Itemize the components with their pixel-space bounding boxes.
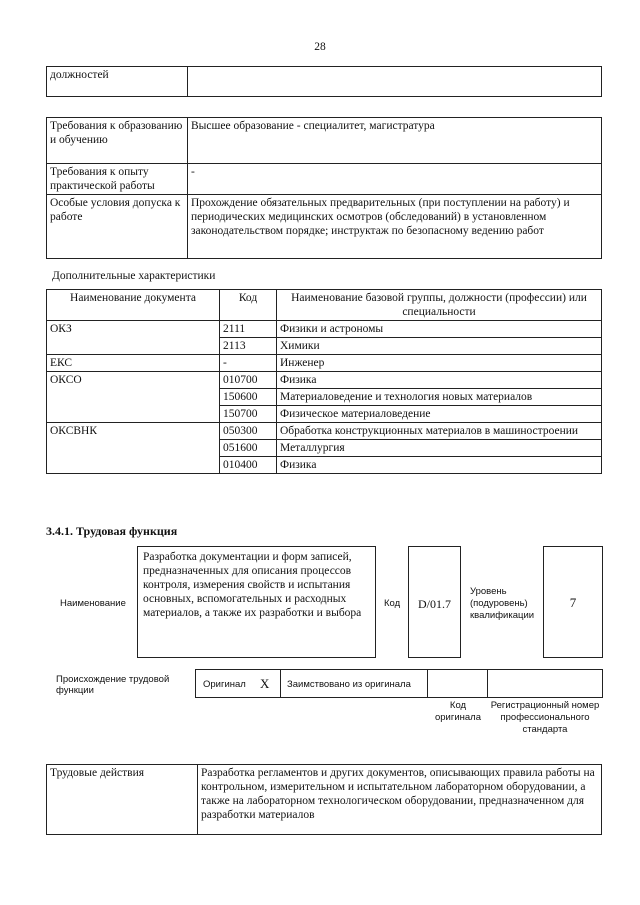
header-name: Наименование базовой группы, должности (профессии) или специальности	[277, 290, 602, 321]
education-value: Высшее образование - специалитет, магистратура	[188, 118, 602, 164]
empty-cell	[188, 67, 602, 97]
function-heading: 3.4.1. Трудовая функция	[46, 524, 178, 538]
page-number: 28	[314, 41, 326, 53]
original-label: Оригинал	[203, 679, 246, 690]
top-fragment-table	[46, 66, 602, 97]
requirements-table	[46, 117, 602, 259]
code-cell: 2113	[220, 338, 277, 355]
header-doc: Наименование документа	[47, 290, 220, 321]
code-cell: -	[220, 355, 277, 372]
level-value: 7	[569, 595, 577, 610]
name-cell: Металлургия	[277, 440, 602, 457]
origin-label: Происхождение трудовой функции	[56, 674, 170, 697]
name-cell: Физическое материаловедение	[277, 406, 602, 423]
name-cell: Физики и астрономы	[277, 321, 602, 338]
additional-table	[46, 289, 602, 474]
function-name-box	[137, 546, 376, 658]
code-cell: 010400	[220, 457, 277, 474]
education-label: Требования к образованию и обучению	[47, 118, 188, 164]
name-label: Наименование	[60, 598, 126, 609]
code-cell: 051600	[220, 440, 277, 457]
origin-box	[195, 669, 603, 698]
actions-table	[46, 764, 602, 835]
actions-value: Разработка регламентов и других документов, описывающих правила работы на контрольном, измерительном и испытательном лабораторном оборудовании, а также на лабораторном технологическом оборудовании, предназначенном для разработки материалов	[198, 765, 602, 835]
code-cell: 050300	[220, 423, 277, 440]
function-code-value: D/01.7	[418, 597, 451, 611]
doc-oksvnk: ОКСВНК	[47, 423, 220, 474]
positions-cell: должностей	[47, 67, 188, 97]
special-conditions-value: Прохождение обязательных предварительных (при поступлении на работу) и периодических медицинских осмотров (обследований) в установленном законодательством порядке; инструктаж по безопасному ведению работ	[188, 195, 602, 259]
doc-okso: ОКСО	[47, 372, 220, 423]
reg-number-caption: Регистрационный номер профессионального стандарта	[490, 700, 600, 735]
borrowed-label: Заимствовано из оригинала	[287, 679, 411, 690]
original-mark: X	[260, 676, 270, 691]
code-cell: 2111	[220, 321, 277, 338]
actions-label: Трудовые действия	[47, 765, 198, 835]
experience-label: Требования к опыту практической работы	[47, 164, 188, 195]
function-name-value: Разработка документации и форм записей, предназначенных для описания процессов контроля, измерения свойств и испытания основных, вспомогательных и расходных материалов, а также их разработки и выбора	[143, 551, 362, 620]
code-original-caption: Код оригинала	[434, 700, 481, 723]
code-cell: 010700	[220, 372, 277, 389]
name-cell: Химики	[277, 338, 602, 355]
code-cell: 150600	[220, 389, 277, 406]
name-cell: Обработка конструкционных материалов в машиностроении	[277, 423, 602, 440]
doc-eks: ЕКС	[47, 355, 220, 372]
header-code: Код	[220, 290, 277, 321]
special-conditions-label: Особые условия допуска к работе	[47, 195, 188, 259]
code-cell: 150700	[220, 406, 277, 423]
name-cell: Материаловедение и технология новых материалов	[277, 389, 602, 406]
code-label: Код	[384, 598, 401, 609]
level-label: Уровень (подуровень) квалификации	[470, 586, 535, 621]
name-cell: Физика	[277, 372, 602, 389]
name-cell: Инженер	[277, 355, 602, 372]
level-box	[543, 546, 603, 658]
doc-okz: ОКЗ	[47, 321, 220, 355]
name-cell: Физика	[277, 457, 602, 474]
additional-title: Дополнительные характеристики	[52, 270, 216, 282]
function-code-box	[408, 546, 461, 658]
experience-value: -	[188, 164, 602, 195]
